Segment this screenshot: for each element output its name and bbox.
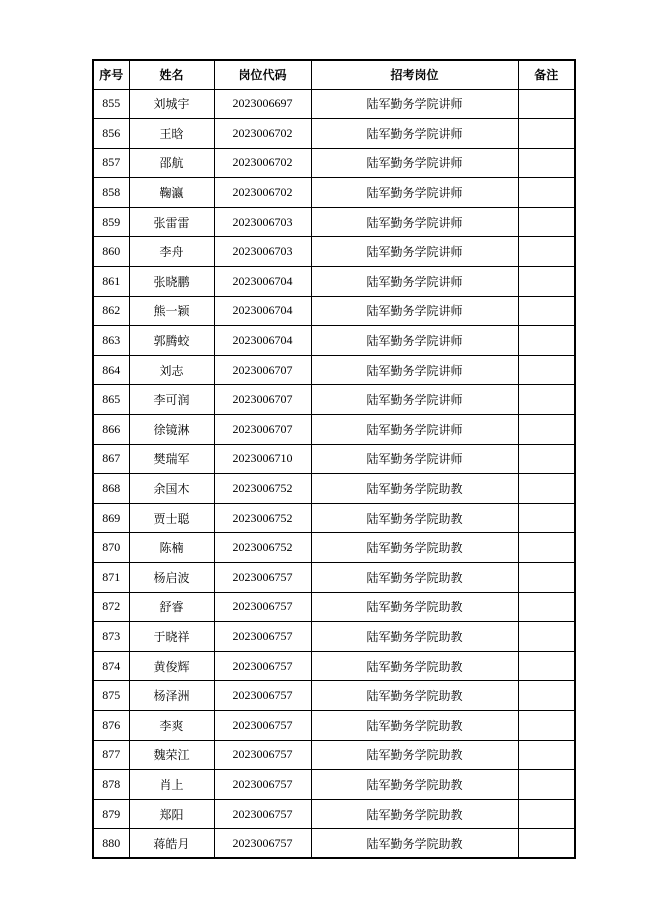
code-cell: 2023006703: [214, 207, 311, 237]
name-cell: 余国木: [129, 474, 214, 504]
note-cell: [518, 740, 575, 770]
code-cell: 2023006757: [214, 563, 311, 593]
serial-cell: 866: [93, 415, 129, 445]
name-cell: 黄俊辉: [129, 651, 214, 681]
column-header-serial: 序号: [93, 60, 129, 89]
code-cell: 2023006707: [214, 385, 311, 415]
code-cell: 2023006757: [214, 592, 311, 622]
position-cell: 陆军勤务学院助教: [311, 829, 518, 859]
note-cell: [518, 770, 575, 800]
serial-cell: 870: [93, 533, 129, 563]
name-cell: 熊一颖: [129, 296, 214, 326]
table-row: [93, 89, 575, 119]
code-cell: 2023006707: [214, 355, 311, 385]
name-cell: 刘城宇: [129, 89, 214, 119]
serial-cell: 856: [93, 119, 129, 149]
position-cell: 陆军勤务学院助教: [311, 622, 518, 652]
name-cell: 贾士聪: [129, 503, 214, 533]
table-row: [93, 533, 575, 563]
serial-cell: 863: [93, 326, 129, 356]
serial-cell: 876: [93, 710, 129, 740]
position-cell: 陆军勤务学院讲师: [311, 415, 518, 445]
position-cell: 陆军勤务学院助教: [311, 770, 518, 800]
position-cell: 陆军勤务学院讲师: [311, 119, 518, 149]
table-row: [93, 474, 575, 504]
name-cell: 陈楠: [129, 533, 214, 563]
name-cell: 李舟: [129, 237, 214, 267]
position-cell: 陆军勤务学院讲师: [311, 385, 518, 415]
position-cell: 陆军勤务学院讲师: [311, 237, 518, 267]
column-header-name: 姓名: [129, 60, 214, 89]
code-cell: 2023006702: [214, 178, 311, 208]
serial-cell: 869: [93, 503, 129, 533]
note-cell: [518, 444, 575, 474]
serial-cell: 860: [93, 237, 129, 267]
note-cell: [518, 474, 575, 504]
serial-cell: 859: [93, 207, 129, 237]
serial-cell: 864: [93, 355, 129, 385]
name-cell: 张雷雷: [129, 207, 214, 237]
name-cell: 杨启波: [129, 563, 214, 593]
column-header-position: 招考岗位: [311, 60, 518, 89]
name-cell: 李可润: [129, 385, 214, 415]
serial-cell: 880: [93, 829, 129, 859]
table-row: [93, 385, 575, 415]
table-header-row: [93, 60, 575, 89]
table-row: [93, 681, 575, 711]
serial-cell: 871: [93, 563, 129, 593]
serial-cell: 861: [93, 267, 129, 297]
table-row: [93, 178, 575, 208]
note-cell: [518, 296, 575, 326]
position-cell: 陆军勤务学院助教: [311, 740, 518, 770]
name-cell: 刘志: [129, 355, 214, 385]
position-cell: 陆军勤务学院讲师: [311, 326, 518, 356]
position-cell: 陆军勤务学院助教: [311, 563, 518, 593]
code-cell: 2023006752: [214, 503, 311, 533]
position-cell: 陆军勤务学院助教: [311, 799, 518, 829]
code-cell: 2023006757: [214, 710, 311, 740]
name-cell: 郭腾蛟: [129, 326, 214, 356]
position-cell: 陆军勤务学院助教: [311, 474, 518, 504]
position-cell: 陆军勤务学院讲师: [311, 207, 518, 237]
table-row: [93, 799, 575, 829]
position-cell: 陆军勤务学院助教: [311, 710, 518, 740]
note-cell: [518, 89, 575, 119]
note-cell: [518, 799, 575, 829]
name-cell: 李爽: [129, 710, 214, 740]
code-cell: 2023006702: [214, 148, 311, 178]
note-cell: [518, 592, 575, 622]
table-row: [93, 770, 575, 800]
note-cell: [518, 119, 575, 149]
recruitment-roster-table: [92, 59, 576, 859]
note-cell: [518, 622, 575, 652]
name-cell: 魏荣江: [129, 740, 214, 770]
note-cell: [518, 326, 575, 356]
code-cell: 2023006702: [214, 119, 311, 149]
table-row: [93, 267, 575, 297]
position-cell: 陆军勤务学院讲师: [311, 296, 518, 326]
table-row: [93, 207, 575, 237]
code-cell: 2023006704: [214, 267, 311, 297]
note-cell: [518, 710, 575, 740]
position-cell: 陆军勤务学院助教: [311, 681, 518, 711]
name-cell: 张晓鹏: [129, 267, 214, 297]
note-cell: [518, 267, 575, 297]
position-cell: 陆军勤务学院讲师: [311, 355, 518, 385]
serial-cell: 878: [93, 770, 129, 800]
note-cell: [518, 148, 575, 178]
note-cell: [518, 385, 575, 415]
note-cell: [518, 415, 575, 445]
name-cell: 杨泽洲: [129, 681, 214, 711]
name-cell: 肖上: [129, 770, 214, 800]
table-row: [93, 355, 575, 385]
table-row: [93, 237, 575, 267]
note-cell: [518, 207, 575, 237]
table-row: [93, 503, 575, 533]
note-cell: [518, 651, 575, 681]
code-cell: 2023006757: [214, 651, 311, 681]
position-cell: 陆军勤务学院讲师: [311, 444, 518, 474]
note-cell: [518, 533, 575, 563]
code-cell: 2023006704: [214, 326, 311, 356]
table-row: [93, 415, 575, 445]
column-header-note: 备注: [518, 60, 575, 89]
note-cell: [518, 563, 575, 593]
name-cell: 郑阳: [129, 799, 214, 829]
table-row: [93, 296, 575, 326]
name-cell: 徐镜淋: [129, 415, 214, 445]
note-cell: [518, 829, 575, 859]
table-row: [93, 651, 575, 681]
code-cell: 2023006752: [214, 533, 311, 563]
code-cell: 2023006710: [214, 444, 311, 474]
position-cell: 陆军勤务学院助教: [311, 651, 518, 681]
code-cell: 2023006752: [214, 474, 311, 504]
name-cell: 鞠瀛: [129, 178, 214, 208]
table-row: [93, 444, 575, 474]
table-row: [93, 622, 575, 652]
code-cell: 2023006707: [214, 415, 311, 445]
code-cell: 2023006757: [214, 799, 311, 829]
position-cell: 陆军勤务学院助教: [311, 533, 518, 563]
serial-cell: 868: [93, 474, 129, 504]
table-row: [93, 563, 575, 593]
code-cell: 2023006703: [214, 237, 311, 267]
table-row: [93, 829, 575, 859]
name-cell: 王晗: [129, 119, 214, 149]
name-cell: 蒋皓月: [129, 829, 214, 859]
serial-cell: 872: [93, 592, 129, 622]
table-row: [93, 710, 575, 740]
position-cell: 陆军勤务学院讲师: [311, 267, 518, 297]
serial-cell: 857: [93, 148, 129, 178]
table-body: [93, 89, 575, 858]
position-cell: 陆军勤务学院助教: [311, 592, 518, 622]
serial-cell: 877: [93, 740, 129, 770]
serial-cell: 874: [93, 651, 129, 681]
name-cell: 舒睿: [129, 592, 214, 622]
code-cell: 2023006757: [214, 740, 311, 770]
position-cell: 陆军勤务学院讲师: [311, 178, 518, 208]
note-cell: [518, 355, 575, 385]
note-cell: [518, 503, 575, 533]
code-cell: 2023006757: [214, 829, 311, 859]
table-row: [93, 326, 575, 356]
table-row: [93, 119, 575, 149]
name-cell: 于晓祥: [129, 622, 214, 652]
serial-cell: 865: [93, 385, 129, 415]
column-header-code: 岗位代码: [214, 60, 311, 89]
serial-cell: 875: [93, 681, 129, 711]
note-cell: [518, 178, 575, 208]
note-cell: [518, 237, 575, 267]
code-cell: 2023006697: [214, 89, 311, 119]
code-cell: 2023006757: [214, 681, 311, 711]
serial-cell: 862: [93, 296, 129, 326]
code-cell: 2023006704: [214, 296, 311, 326]
name-cell: 樊瑞军: [129, 444, 214, 474]
code-cell: 2023006757: [214, 622, 311, 652]
serial-cell: 855: [93, 89, 129, 119]
table-row: [93, 148, 575, 178]
serial-cell: 879: [93, 799, 129, 829]
note-cell: [518, 681, 575, 711]
code-cell: 2023006757: [214, 770, 311, 800]
serial-cell: 873: [93, 622, 129, 652]
table-row: [93, 592, 575, 622]
position-cell: 陆军勤务学院讲师: [311, 89, 518, 119]
serial-cell: 858: [93, 178, 129, 208]
table-row: [93, 740, 575, 770]
position-cell: 陆军勤务学院助教: [311, 503, 518, 533]
position-cell: 陆军勤务学院讲师: [311, 148, 518, 178]
serial-cell: 867: [93, 444, 129, 474]
name-cell: 邵航: [129, 148, 214, 178]
